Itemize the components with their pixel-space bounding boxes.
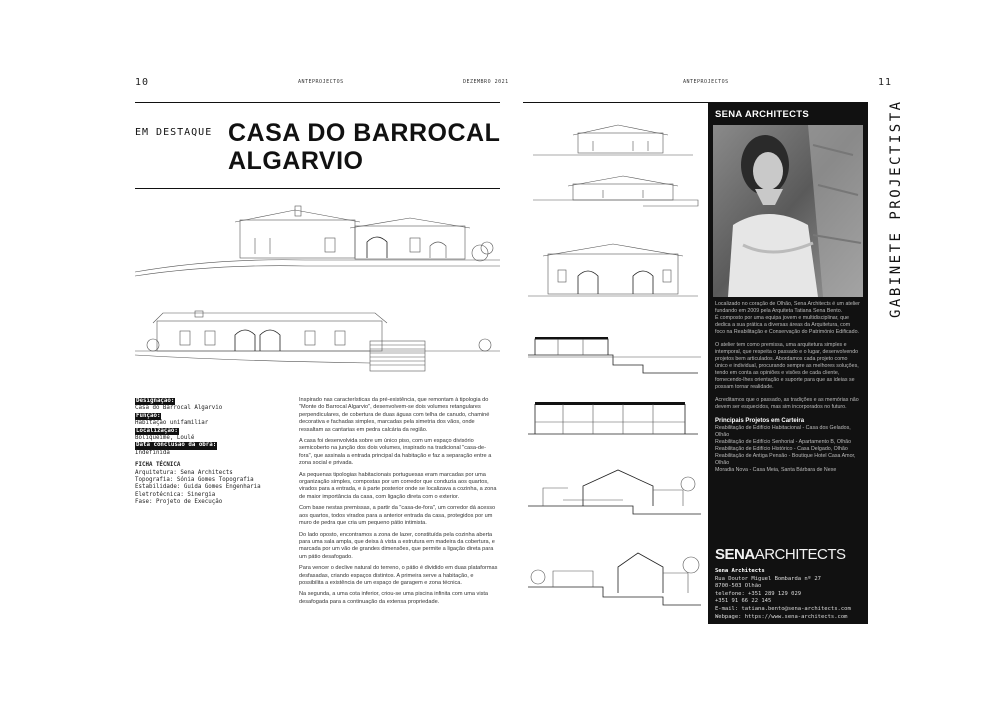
- profile-paragraph: É composto por uma equipa jovem e multidisciplinar, que dedica a sua prática a diversas áreas da Arquitetura, com foco na Reabilitação e Conservação do Património Edificado.: [715, 315, 859, 335]
- section-drawing-3: [523, 460, 701, 520]
- fact-item: [135, 398, 270, 413]
- left-section-label: ANTEPROJECTOS: [298, 79, 344, 85]
- left-header-rule: [135, 102, 500, 103]
- elevation-drawing-2: [523, 172, 701, 212]
- ficha-title: FICHA TÉCNICA: [135, 462, 181, 469]
- body-paragraph: A casa foi desenvolvida sobre um único piso, com um espaço divisório semicoberto na junção dos dois volumes, inspirado na tradicional "casa-de-fora", que assinala a entrada principal da habitação e faz a separação entre a zona social e privada.: [299, 438, 492, 467]
- left-page-number: 10: [135, 77, 150, 88]
- right-section-label: ANTEPROJECTOS: [683, 79, 729, 85]
- section-drawing-1: [523, 325, 701, 375]
- project-item: Reabilitação de Edifício Histórico - Casa Delgado, Olhão: [715, 446, 848, 452]
- article-title: [228, 119, 500, 175]
- article-body: [299, 397, 499, 610]
- elevation-drawing-top: [135, 198, 500, 280]
- title-line-1: CASA DO BARROCAL: [228, 119, 501, 147]
- contact-line: 8700-503 Olhão: [715, 583, 762, 590]
- fact-value: Casa do Barrocal Algarvio: [135, 405, 223, 412]
- project-facts: [135, 398, 270, 507]
- project-item: Reabilitação de Edifício Senhorial - Apartamento B, Olhão: [715, 439, 852, 445]
- ficha-line: Estabilidade: Guida Gomes Engenharia: [135, 484, 261, 491]
- contact-block: [715, 568, 865, 621]
- body-paragraph: Para vencer o declive natural do terreno, o pátio é dividido em duas plataformas desfasadas, criando espaços distintos. A primeira serve a habitação, e possibilita a existência de um espaço de garagem e zona técnica.: [299, 565, 498, 586]
- contact-line: telefone: +351 289 129 029: [715, 590, 802, 597]
- elevation-drawing-3: [523, 240, 701, 302]
- elevation-drawing-bottom: [135, 303, 500, 375]
- body-paragraph: Na segunda, a uma cota inferior, criou-se uma piscina infinita com uma vista desafogada para a continuação da extensa propriedade.: [299, 591, 489, 605]
- body-paragraph: Inspirado nas características da pré-existência, que remontam à tipologia do "Monte do Barrocal Algarvio", desenvolvem-se dois volumes retangulares perpendiculares, de cobertura de duas águas com telha de canudo, chaminé decorativa e fachadas simples, marcadas pela simetria dos vãos, onde ressaltam as cantarias em pedra calcária da região.: [299, 397, 490, 433]
- architect-portrait: [713, 125, 863, 297]
- fact-item: [135, 413, 270, 428]
- title-line-2: ALGARVIO: [228, 147, 364, 175]
- project-item: Moradia Nova - Casa Meia, Santa Bárbara de Nexe: [715, 467, 837, 473]
- projects-title: Principais Projetos em Carteira: [715, 418, 805, 424]
- right-page-number: 11: [878, 77, 893, 88]
- fact-item: [135, 428, 270, 443]
- fact-value: Boliqueime, Loulé: [135, 435, 195, 442]
- contact-title: Sena Architects: [715, 568, 765, 574]
- body-paragraph: As pequenas tipologias habitacionais portuguesas eram marcadas por uma organização simples, compostas por um corredor que conduzia aos quartos, virados para a entrada, e à parte posterior onde se localizava a cozinha, a zona de maior importância da casa, com ligação direta com o exterior.: [299, 471, 497, 500]
- fact-label: Função:: [136, 412, 161, 419]
- logo-light: ARCHITECTS: [754, 546, 846, 563]
- profile-intro: [715, 301, 861, 474]
- project-item: Reabilitação de Edifício Habitacional - Casa dos Gelados, Olhão: [715, 425, 851, 438]
- fact-label: Designação:: [136, 398, 175, 404]
- contact-line: Rua Doutor Miguel Bombarda nº 27: [715, 575, 821, 582]
- ficha-line: Fase: Projeto de Execução: [135, 499, 223, 506]
- body-paragraph: Do lado oposto, encontramos a zona de lazer, constituída pela cozinha aberta para uma sala ampla, que deixa à vista a estrutura em madeira da cobertura, e marcada por um vão de grandes dimensões, que permite a ligação direta para um pátio desafogado.: [299, 531, 495, 560]
- architect-profile-panel: [708, 103, 868, 624]
- profile-paragraph: O atelier tem como premissa, uma arquitetura simples e intemporal, que respeita o passado e o lugar, desenvolvendo projetos bem articulados. Abordamos cada projeto como único e individual, procurando sempre as melhores soluções, tendo em conta as opiniões e visões de cada cliente, fornecendo-lhes orientação e suporte para que as ideias se possam tornar realidade.: [715, 342, 859, 390]
- contact-line: +351 91 66 22 145: [715, 598, 772, 605]
- fact-label: Data conclusão da obra:: [136, 442, 217, 449]
- fact-value: Habitação unifamiliar: [135, 420, 209, 427]
- project-item: Reabilitação de Antiga Pensão - Boutique Hotel Casa Amor, Olhão: [715, 453, 856, 466]
- section-drawing-4: [523, 545, 701, 610]
- sena-architects-logo: [715, 546, 846, 563]
- elevation-drawing-1: [523, 115, 701, 165]
- ficha-line: Topografia: Sónia Gomes Topografia: [135, 477, 254, 484]
- title-rule: [135, 188, 500, 189]
- ficha-line: Arquitetura: Sena Architects: [135, 469, 233, 476]
- fact-item: [135, 442, 270, 457]
- ficha-line: Eletrotécnica: Sinergia: [135, 491, 216, 498]
- profile-name: SENA ARCHITECTS: [715, 109, 810, 120]
- fact-label: Localização:: [136, 427, 178, 434]
- kicker: EM DESTAQUE: [135, 127, 213, 138]
- logo-bold: SENA: [715, 546, 755, 563]
- body-paragraph: Com base nestas premissas, a partir da "casa-de-fora", um corredor dá acesso aos quartos, todos virados para a anterior entrada da casa, protegidos por um muro de pedra que cria um pequeno pátio intimista.: [299, 505, 496, 527]
- section-drawing-2: [523, 392, 701, 447]
- left-date: DEZEMBRO 2021: [463, 79, 509, 85]
- vertical-label: GABINETE PROJECTISTA: [888, 99, 904, 318]
- contact-line: E-mail: tatiana.bento@sena-architects.com: [715, 605, 851, 612]
- profile-paragraph: Localizado no coração de Olhão, Sena Architects é um atelier fundando em 2009 pela Arquiteta Tatiana Sena Bento.: [715, 301, 860, 314]
- vertical-label-container: [862, 99, 904, 320]
- fact-value: Indefinida: [135, 449, 170, 456]
- profile-paragraph: Acreditamos que o passado, as tradições e as memórias não devem ser esquecidos, mas sim incorporados no futuro.: [715, 397, 859, 410]
- contact-line: Webpage: https://www.sena-architects.com: [715, 613, 848, 620]
